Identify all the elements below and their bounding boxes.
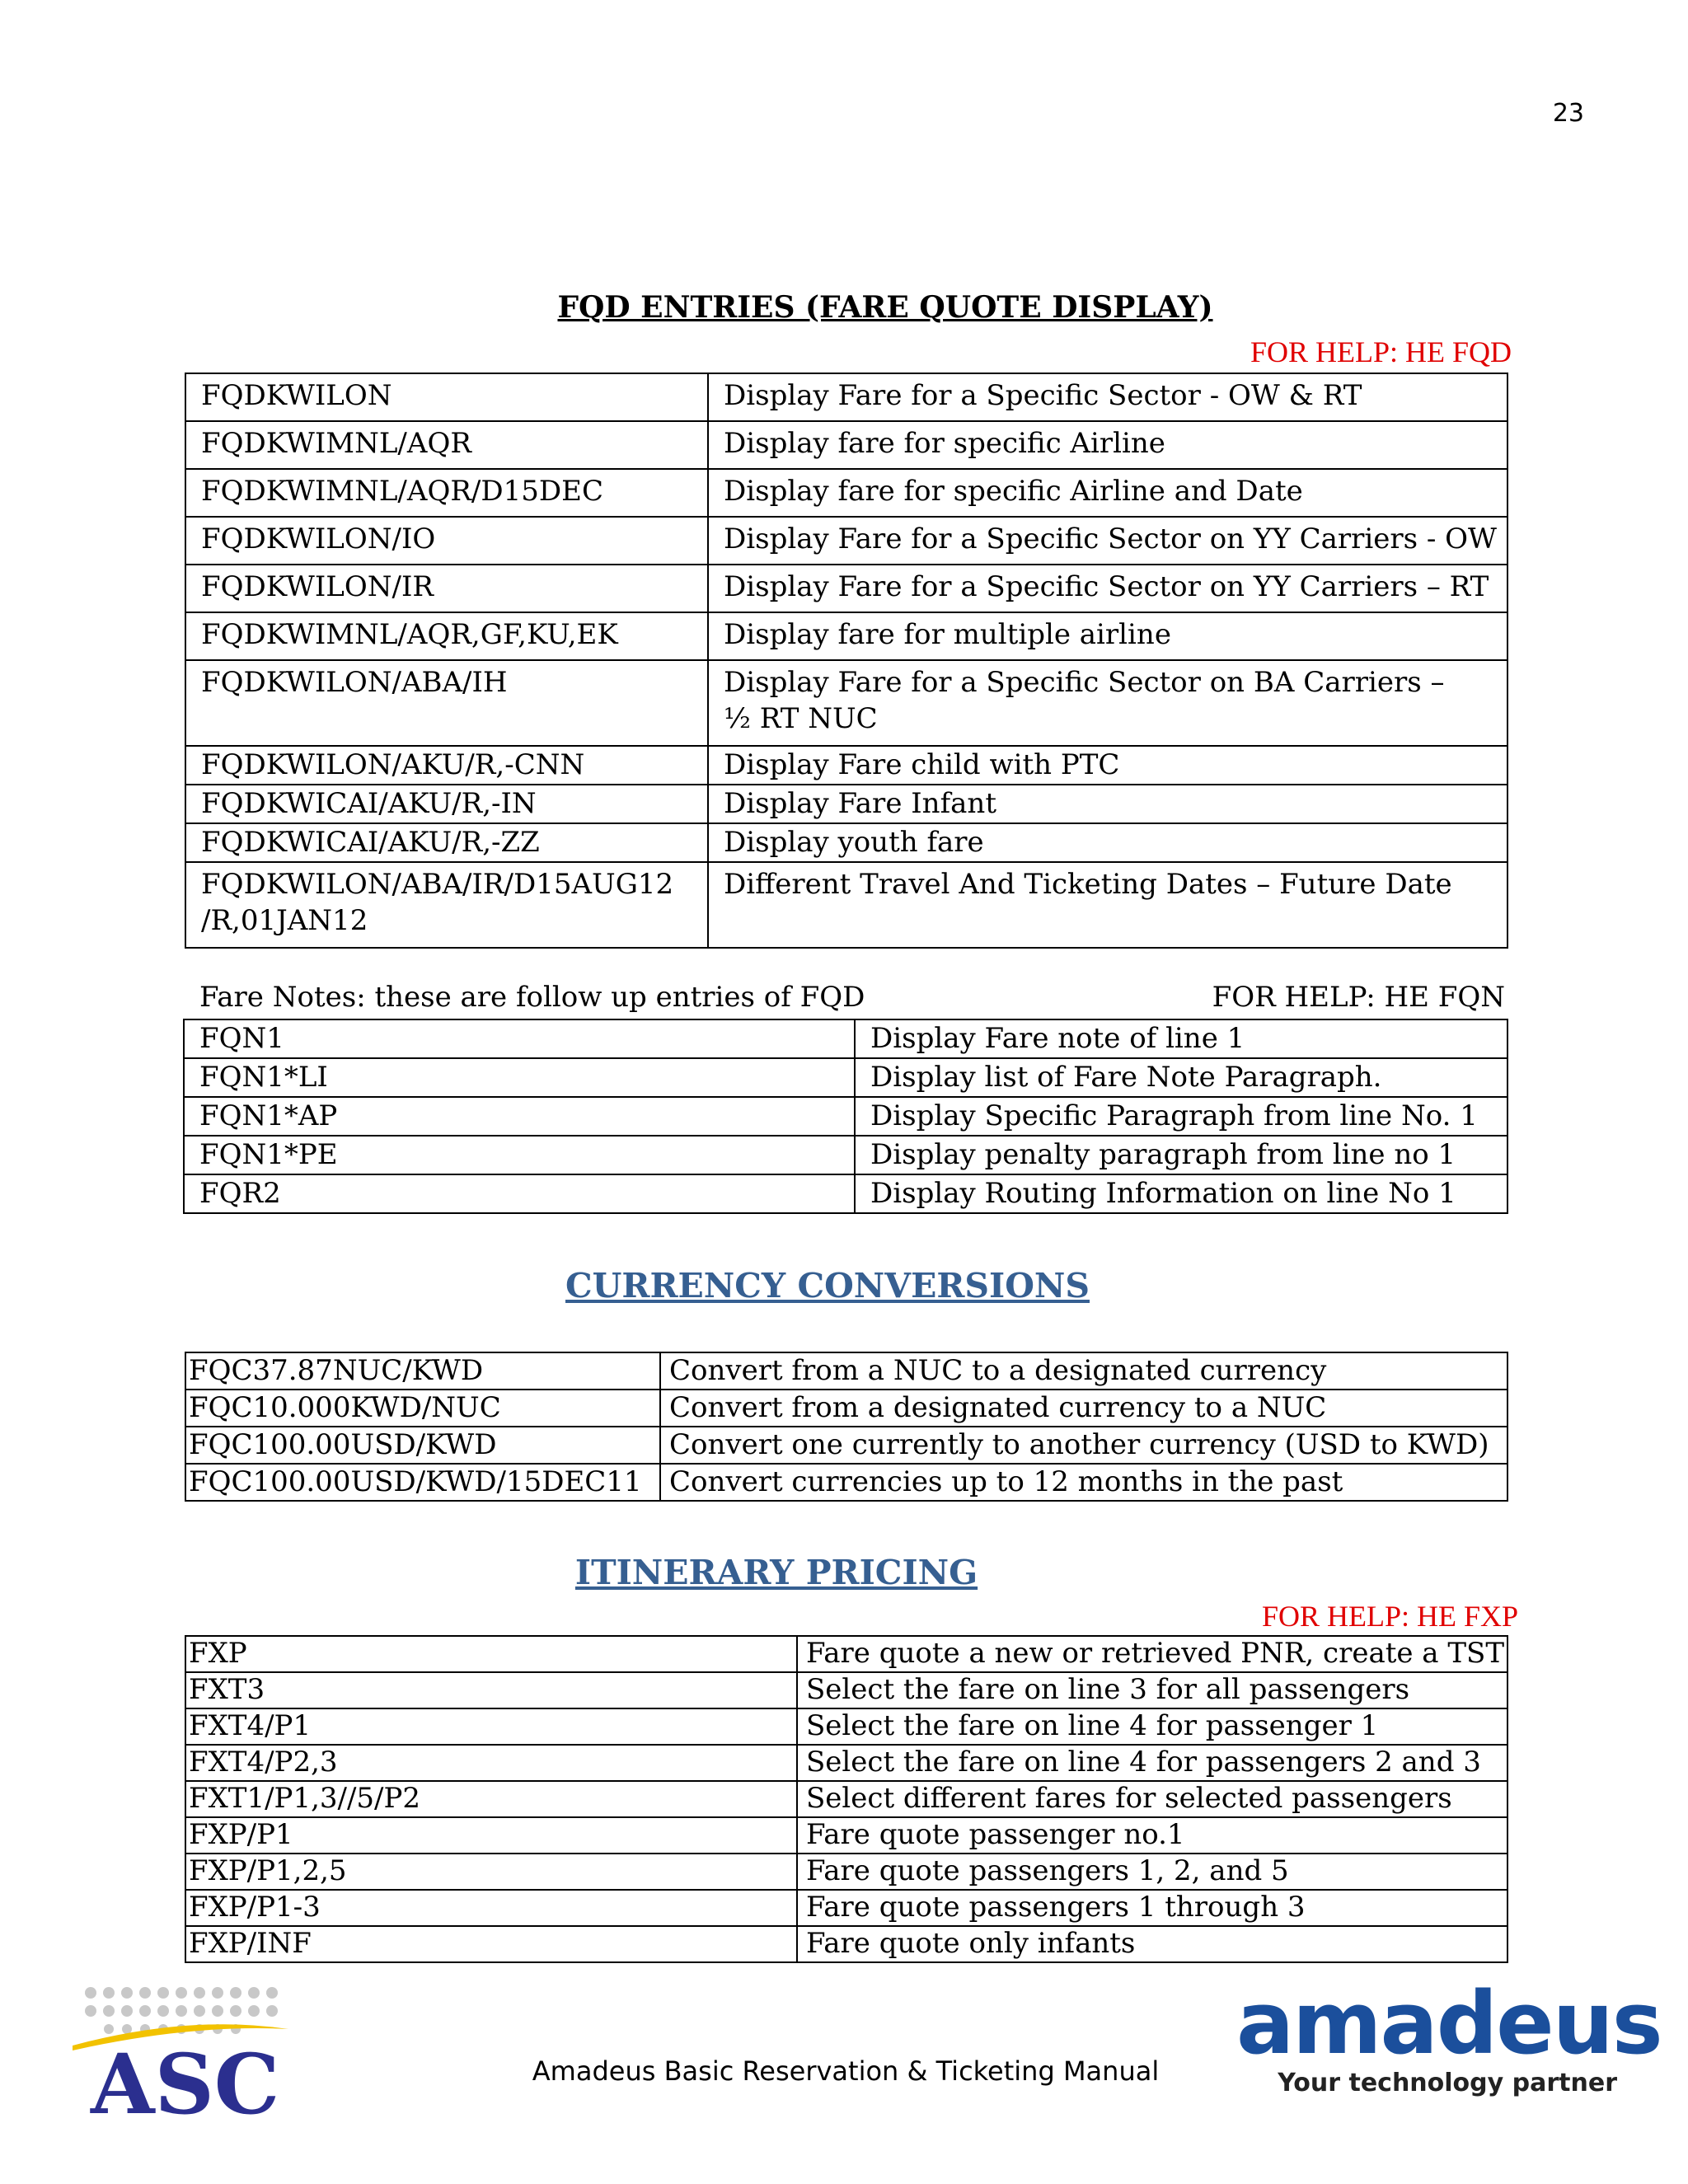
description-cell: Convert currencies up to 12 months in the past bbox=[660, 1464, 1507, 1501]
fare-notes-label: Fare Notes: these are follow up entries of FQD bbox=[199, 981, 865, 1014]
table-row bbox=[185, 1817, 1507, 1854]
table-row bbox=[185, 1854, 1507, 1890]
command-cell: FQR2 bbox=[184, 1174, 855, 1213]
command-cell: FXP/P1 bbox=[185, 1817, 797, 1854]
fqd-table bbox=[185, 373, 1508, 949]
command-cell: FQC37.87NUC/KWD bbox=[185, 1352, 660, 1390]
table-row bbox=[185, 1390, 1507, 1427]
description-cell: Display penalty paragraph from line no 1 bbox=[855, 1136, 1507, 1174]
table-row bbox=[185, 612, 1507, 660]
table-row bbox=[185, 517, 1507, 565]
description-cell: Display fare for specific Airline bbox=[708, 421, 1507, 469]
table-row bbox=[184, 1174, 1507, 1213]
command-cell: FQDKWICAI/AKU/R,-ZZ bbox=[185, 823, 708, 862]
table-row bbox=[185, 1708, 1507, 1745]
description-cell: Convert from a NUC to a designated currency bbox=[660, 1352, 1507, 1390]
description-cell: Display youth fare bbox=[708, 823, 1507, 862]
table-row bbox=[184, 1058, 1507, 1097]
table-row bbox=[185, 660, 1507, 746]
description-cell: Display Fare for a Specific Sector - OW & RT bbox=[708, 373, 1507, 421]
description-cell: Display Fare for a Specific Sector on YY Carriers - OW bbox=[708, 517, 1507, 565]
description-cell: Convert from a designated currency to a NUC bbox=[660, 1390, 1507, 1427]
command-cell: FQN1*AP bbox=[184, 1097, 855, 1136]
amadeus-logo bbox=[1236, 1973, 1662, 2102]
description-cell: Convert one currently to another currency (USD to KWD) bbox=[660, 1427, 1507, 1464]
description-cell: Select the fare on line 3 for all passengers bbox=[797, 1672, 1507, 1708]
command-cell: FQN1 bbox=[184, 1019, 855, 1058]
command-cell: FQC100.00USD/KWD bbox=[185, 1427, 660, 1464]
command-cell: FXT4/P2,3 bbox=[185, 1745, 797, 1781]
description-cell: Display Specific Paragraph from line No. 1 bbox=[855, 1097, 1507, 1136]
command-cell: FXP bbox=[185, 1636, 797, 1672]
description-cell: Display Fare child with PTC bbox=[708, 746, 1507, 785]
fqd-title: FQD ENTRIES (FARE QUOTE DISPLAY) bbox=[557, 290, 1213, 325]
currency-table bbox=[185, 1352, 1508, 1502]
command-cell: FQDKWILON/ABA/IH bbox=[185, 660, 708, 746]
table-row bbox=[185, 1427, 1507, 1464]
amadeus-tagline: Your technology partner bbox=[1278, 2069, 1617, 2097]
command-cell: FXT1/P1,3//5/P2 bbox=[185, 1781, 797, 1817]
command-cell: FQC10.000KWD/NUC bbox=[185, 1390, 660, 1427]
description-cell: Display list of Fare Note Paragraph. bbox=[855, 1058, 1507, 1097]
description-cell: Fare quote passengers 1 through 3 bbox=[797, 1890, 1507, 1926]
table-row bbox=[185, 1672, 1507, 1708]
command-cell: FQDKWILON bbox=[185, 373, 708, 421]
description-cell: Fare quote only infants bbox=[797, 1926, 1507, 1962]
description-text: Display Fare for a Specific Sector on BA Carriers – ½ RT NUC bbox=[724, 666, 1445, 736]
command-text: FQDKWILON/ABA/IR/D15AUG12 /R,01JAN12 bbox=[201, 868, 674, 938]
description-cell: Fare quote passenger no.1 bbox=[797, 1817, 1507, 1854]
currency-title: CURRENCY CONVERSIONS bbox=[565, 1266, 1090, 1305]
command-cell bbox=[185, 862, 708, 948]
fare-notes-help: FOR HELP: HE FQN bbox=[1212, 981, 1505, 1014]
command-cell: FXT3 bbox=[185, 1672, 797, 1708]
description-cell bbox=[708, 660, 1507, 746]
description-cell: Display fare for specific Airline and Date bbox=[708, 469, 1507, 517]
command-cell: FQDKWIMNL/AQR,GF,KU,EK bbox=[185, 612, 708, 660]
table-row bbox=[185, 1636, 1507, 1672]
command-cell: FXP/P1,2,5 bbox=[185, 1854, 797, 1890]
table-row bbox=[185, 1890, 1507, 1926]
table-row bbox=[185, 746, 1507, 785]
table-row bbox=[185, 1745, 1507, 1781]
command-cell: FQC100.00USD/KWD/15DEC11 bbox=[185, 1464, 660, 1501]
command-cell: FXT4/P1 bbox=[185, 1708, 797, 1745]
description-cell: Display Fare for a Specific Sector on YY Carriers – RT bbox=[708, 565, 1507, 612]
description-cell: Different Travel And Ticketing Dates – Future Date bbox=[708, 862, 1507, 948]
table-row bbox=[185, 785, 1507, 823]
fqd-help: FOR HELP: HE FQD bbox=[1250, 335, 1512, 368]
table-row bbox=[185, 1352, 1507, 1390]
fare-notes-table bbox=[183, 1019, 1508, 1214]
table-row bbox=[185, 565, 1507, 612]
description-cell: Select different fares for selected passengers bbox=[797, 1781, 1507, 1817]
table-row bbox=[184, 1136, 1507, 1174]
table-row bbox=[185, 469, 1507, 517]
description-cell: Display Routing Information on line No 1 bbox=[855, 1174, 1507, 1213]
command-cell: FQN1*PE bbox=[184, 1136, 855, 1174]
description-cell: Display fare for multiple airline bbox=[708, 612, 1507, 660]
table-row bbox=[185, 1464, 1507, 1501]
pricing-help: FOR HELP: HE FXP bbox=[1261, 1600, 1518, 1633]
description-cell: Select the fare on line 4 for passengers 2 and 3 bbox=[797, 1745, 1507, 1781]
table-row bbox=[185, 1781, 1507, 1817]
asc-logo-text: ASC bbox=[91, 2036, 280, 2121]
table-row bbox=[184, 1019, 1507, 1058]
description-cell: Fare quote a new or retrieved PNR, create a TST bbox=[797, 1636, 1507, 1672]
pricing-table bbox=[185, 1635, 1508, 1963]
command-cell: FQDKWILON/IO bbox=[185, 517, 708, 565]
command-cell: FQN1*LI bbox=[184, 1058, 855, 1097]
footer-text: Amadeus Basic Reservation & Ticketing Manual bbox=[532, 2055, 1160, 2087]
page-number: 23 bbox=[1552, 99, 1584, 128]
command-cell: FXP/P1-3 bbox=[185, 1890, 797, 1926]
table-row bbox=[184, 1097, 1507, 1136]
command-cell: FXP/INF bbox=[185, 1926, 797, 1962]
table-row bbox=[185, 1926, 1507, 1962]
asc-logo bbox=[66, 1981, 305, 2121]
command-cell: FQDKWICAI/AKU/R,-IN bbox=[185, 785, 708, 823]
description-cell: Display Fare note of line 1 bbox=[855, 1019, 1507, 1058]
amadeus-logo-text: amadeus bbox=[1236, 1973, 1662, 2074]
command-cell: FQDKWILON/IR bbox=[185, 565, 708, 612]
table-row bbox=[185, 421, 1507, 469]
table-row bbox=[185, 373, 1507, 421]
description-cell: Fare quote passengers 1, 2, and 5 bbox=[797, 1854, 1507, 1890]
command-cell: FQDKWIMNL/AQR/D15DEC bbox=[185, 469, 708, 517]
description-cell: Select the fare on line 4 for passenger 1 bbox=[797, 1708, 1507, 1745]
command-cell: FQDKWIMNL/AQR bbox=[185, 421, 708, 469]
description-cell: Display Fare Infant bbox=[708, 785, 1507, 823]
pricing-title: ITINERARY PRICING bbox=[574, 1553, 978, 1592]
command-cell: FQDKWILON/AKU/R,-CNN bbox=[185, 746, 708, 785]
table-row bbox=[185, 862, 1507, 948]
table-row bbox=[185, 823, 1507, 862]
